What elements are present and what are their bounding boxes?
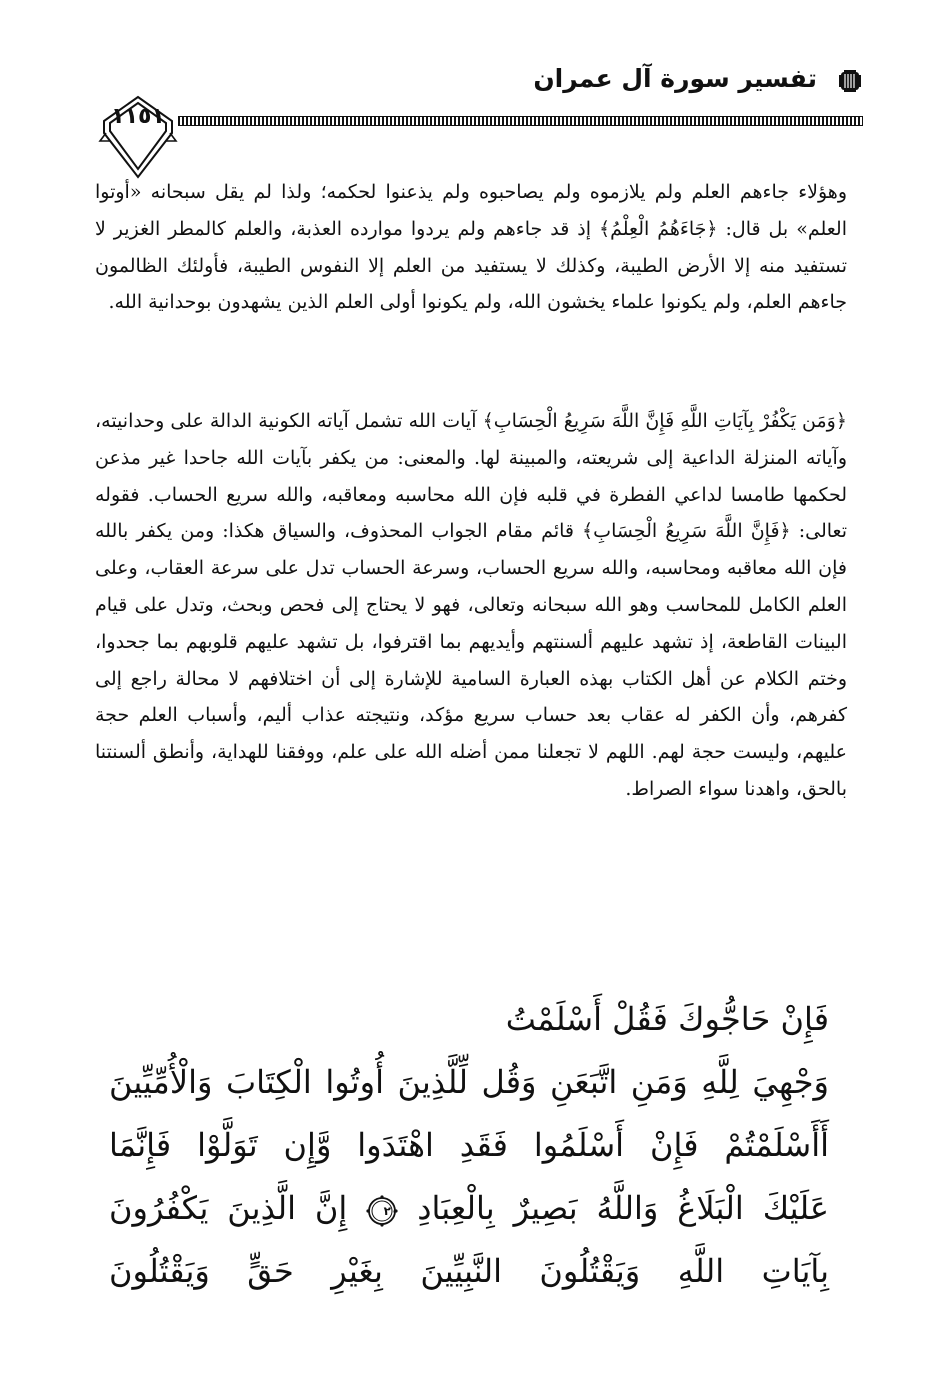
verse-line-2: وَجْهِيَ لِلَّهِ وَمَنِ اتَّبَعَنِ وَقُل لِّلَّذِينَ أُوتُوا الْكِتَابَ وَالْأُمِّيِّينَ — [109, 1063, 829, 1101]
verse-line-1: فَإِنْ حَاجُّوكَ فَقُلْ أَسْلَمْتُ — [505, 1000, 829, 1038]
ayah-number: ٢٠ — [383, 1203, 399, 1218]
paragraph-1: وهؤلاء جاءهم العلم ولم يلازموه ولم يصاحبوه ولم يذعنوا لحكمه؛ ولذا لم يقل سبحانه «أوتوا العلم» بل قال: ﴿جَاءَهُمُ الْعِلْمُ﴾ إذ قد جاءهم ولم يردوا موارده العذبة، والعلم كالمطر الغزير لا تستفيد منه إلا الأرض الطيبة، وكذلك لا يستفيد من العلم إلا النفوس الطيبة، فأولئك الظالمون جاءهم العلم، ولم يكونوا علماء يخشون الله، ولم يكونوا أولى العلم الذين يشهدون بوحدانية الله. — [95, 181, 847, 314]
paragraph-2: ﴿وَمَن يَكْفُرْ بِآيَاتِ اللَّهِ فَإِنَّ اللَّهَ سَرِيعُ الْحِسَابِ﴾ آيات الله تشمل آياته الكونية الدالة على وحدانيته، وآياته المنزلة الداعية إلى شريعته، والمبينة لها. والمعنى: من يكفر بآيات الله جاحدا غير مذعن لحكمها طامسا لداعي الفطرة في قلبه فإن الله محاسبه ومعاقبه، والله سريع الحساب. فقوله تعالى: ﴿فَإِنَّ اللَّهَ سَرِيعُ الْحِسَابِ﴾ قائم مقام الجواب المحذوف، والسياق هكذا: ومن يكفر بالله فإن الله معاقبه ومحاسبه، والله سريع الحساب، وسرعة الحساب تدل على سرعة العقاب، وعلى العلم الكامل للمحاسب وهو الله سبحانه وتعالى، فهو لا يحتاج إلى فحص وبحث، وتدل على قيام البينات القاطعة، إذ تشهد عليهم ألسنتهم وأيديهم بما اقترفوا، بل تشهد عليهم قلوبهم بما جحدوا، وختم الكلام عن أهل الكتاب بهذه العبارة السامية للإشارة إلى أن اختلافهم لا محالة راجع إلى كفرهم، وأن الكفر له عقاب بعد حساب سريع مؤكد، ونتيجته عذاب أليم، وأسباب العلم حجة عليهم، وليست حجة لهم. اللهم لا تجعلنا ممن أضله الله على علم، ووفقنا للهداية، وأنطق ألسنتنا بالحق، واهدنا سواء الصراط. — [95, 410, 847, 800]
page-number: ١١٥١ — [111, 104, 165, 129]
quran-verse-block — [109, 988, 829, 1303]
ornament-icon — [835, 66, 865, 96]
verse-line-3: أَأَسْلَمْتُمْ فَإِنْ أَسْلَمُوا فَقَدِ اهْتَدَوا وَّإِن تَوَلَّوْا فَإِنَّمَا — [109, 1126, 829, 1164]
verse-line-4-end: إِنَّ الَّذِينَ يَكْفُرُونَ — [109, 1189, 348, 1227]
ayah-number-marker — [366, 1195, 398, 1227]
verse-line-4 — [109, 1177, 829, 1240]
verse-line-4-start: عَلَيْكَ الْبَلَاغُ وَاللَّهُ بَصِيرٌ بِالْعِبَادِ — [417, 1189, 830, 1227]
header-rule — [178, 116, 863, 126]
verse-line-5: بِآيَاتِ اللَّهِ وَيَقْتُلُونَ النَّبِيِّينَ بِغَيْرِ حَقٍّ وَيَقْتُلُونَ — [109, 1252, 829, 1290]
running-header-title: تفسير سورة آل عمران — [533, 64, 817, 93]
